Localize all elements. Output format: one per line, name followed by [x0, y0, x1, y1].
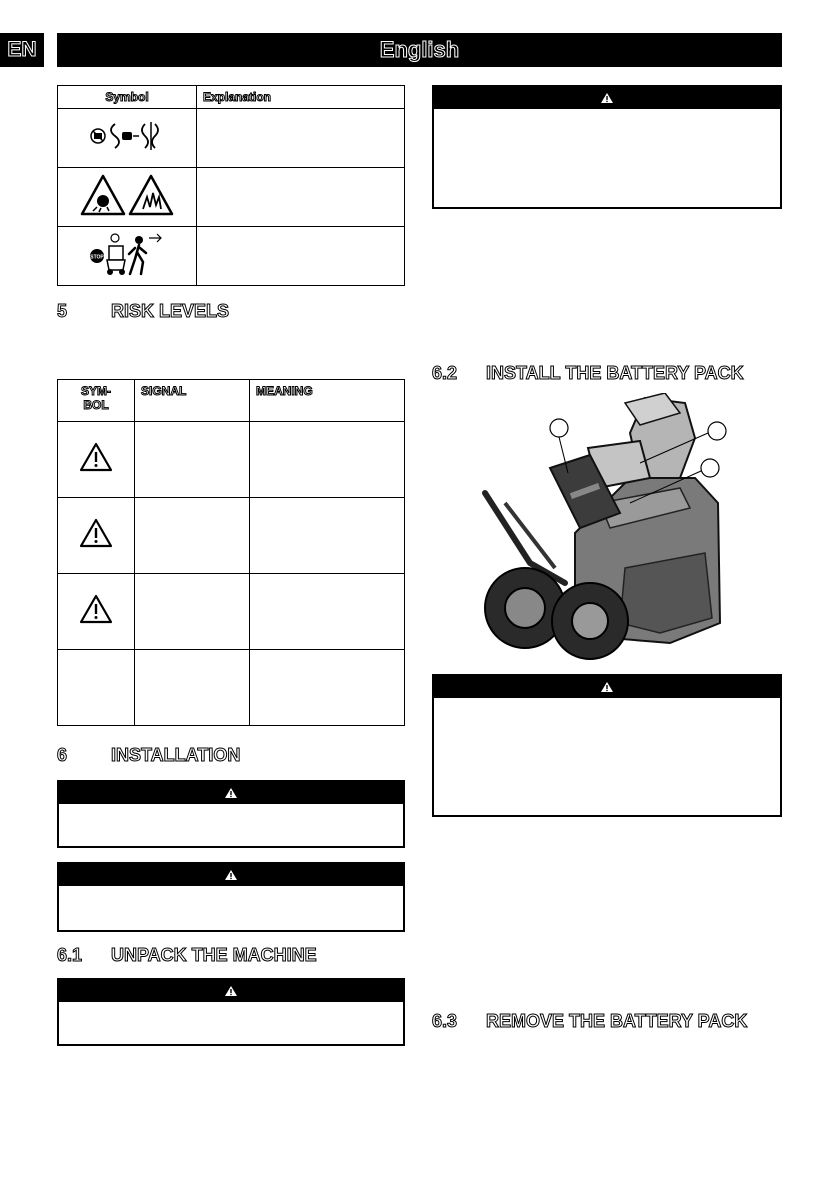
warning-box [57, 862, 405, 932]
section-title: RISK LEVELS [111, 301, 230, 321]
risk-row [58, 498, 405, 574]
section-5-heading [57, 301, 229, 322]
warning-bar [434, 87, 780, 109]
section-number: 6.2 [432, 363, 458, 383]
risk-signal [135, 422, 250, 498]
svg-text:STOP: STOP [90, 254, 104, 260]
warning-box [57, 780, 405, 848]
section-6-heading [57, 745, 240, 766]
section-title: REMOVE THE BATTERY PACK [486, 1011, 748, 1031]
section-6-2-heading [432, 363, 744, 384]
section-title: INSTALLATION [111, 745, 241, 765]
page-title: English [379, 37, 460, 62]
section-number: 5 [57, 301, 68, 321]
risk-meaning [250, 650, 405, 726]
risk-signal [135, 574, 250, 650]
symbol-row [58, 109, 405, 168]
sym-column-header [58, 380, 135, 422]
sym-header-line2: BOL [83, 398, 109, 412]
risk-meaning [250, 498, 405, 574]
section-number: 6.1 [57, 945, 83, 965]
risk-levels-table [57, 379, 405, 726]
section-number: 6 [57, 745, 68, 765]
warning-triangle-icon [224, 869, 238, 881]
risk-signal [135, 498, 250, 574]
language-tab [0, 33, 44, 67]
risk-row [58, 650, 405, 726]
warning-bar [434, 676, 780, 698]
symbol-explanation [197, 227, 405, 286]
symbol-explanation [197, 109, 405, 168]
battery-removal-icon [58, 109, 197, 168]
snow-blower-illustration [480, 393, 730, 663]
page-header [57, 33, 782, 67]
symbol-table [57, 85, 405, 286]
warning-triangle-icon [600, 681, 614, 693]
language-code: EN [7, 38, 37, 61]
warning-bar [59, 980, 403, 1002]
section-6-1-heading [57, 945, 317, 966]
meaning-column-header: MEANING [250, 380, 405, 422]
warning-triangle-icon [224, 985, 238, 997]
symbol-column-header: Symbol [58, 86, 197, 109]
risk-signal [135, 650, 250, 726]
symbol-row [58, 227, 405, 286]
explanation-column-header: Explanation [197, 86, 405, 109]
warning-triangle-icon [58, 498, 135, 574]
risk-row [58, 574, 405, 650]
warning-bar [59, 864, 403, 886]
section-title: INSTALL THE BATTERY PACK [486, 363, 744, 383]
warning-box [432, 674, 782, 817]
section-title: UNPACK THE MACHINE [111, 945, 317, 965]
warning-triangle-icon [224, 787, 238, 799]
warning-bar [59, 782, 403, 804]
warning-triangle-icon [58, 574, 135, 650]
warning-box [57, 978, 405, 1046]
stop-and-walk-away-icon [58, 227, 197, 286]
sym-header-line1: SYM- [81, 384, 111, 398]
risk-meaning [250, 422, 405, 498]
warning-triangle-icon [58, 422, 135, 498]
symbol-row [58, 168, 405, 227]
section-6-3-heading [432, 1011, 747, 1032]
warning-triangle-icon [600, 92, 614, 104]
symbol-explanation [197, 168, 405, 227]
warning-box [432, 85, 782, 209]
section-number: 6.3 [432, 1011, 458, 1031]
risk-symbol-empty [58, 650, 135, 726]
risk-meaning [250, 574, 405, 650]
thrown-objects-hazard-icon [58, 168, 197, 227]
risk-row [58, 422, 405, 498]
signal-column-header: SIGNAL [135, 380, 250, 422]
